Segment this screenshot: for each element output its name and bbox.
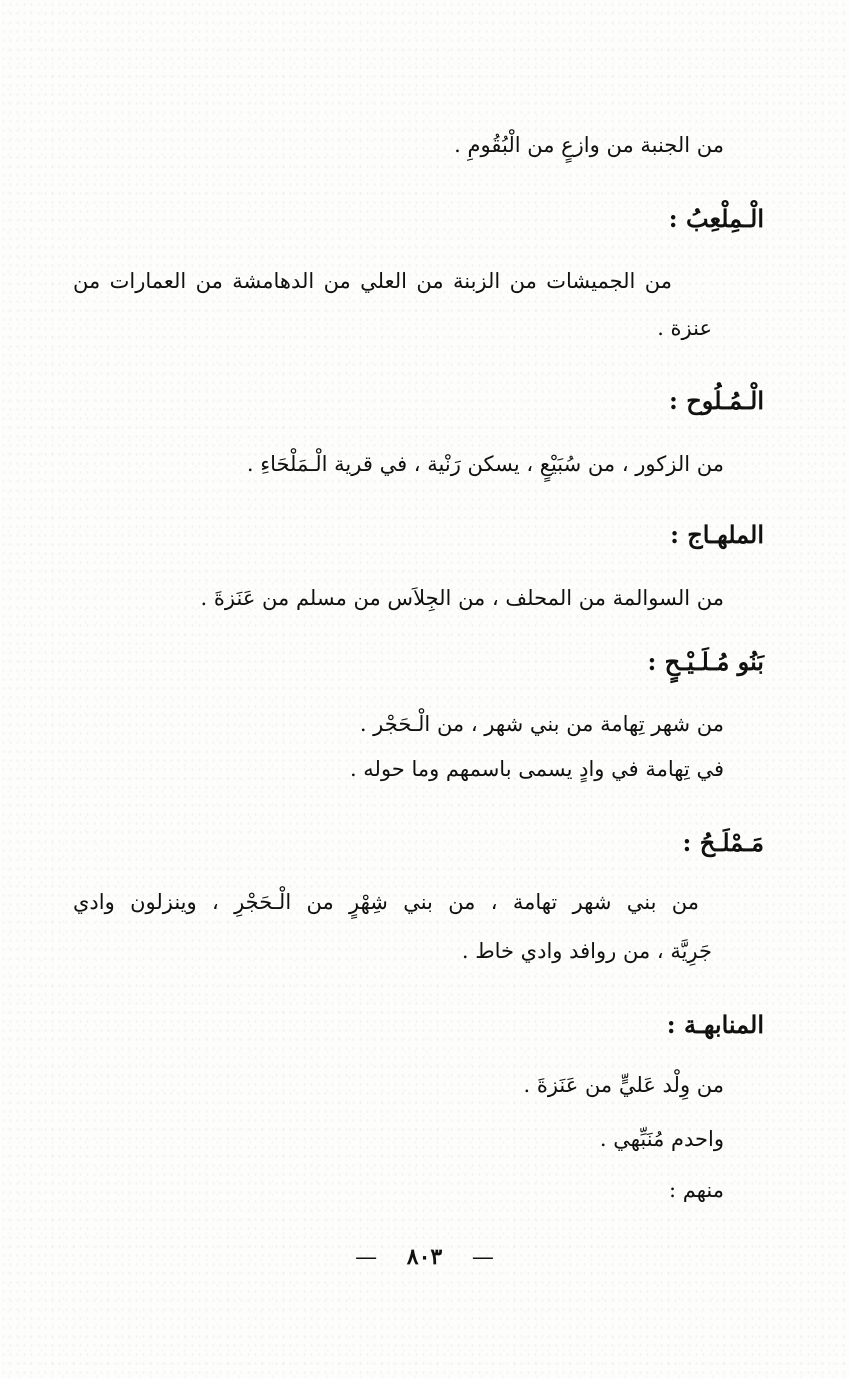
entry-heading: مَـمْلَـحُ : [682,828,764,857]
entry-line: من السوالمة من المحلف ، من الجِلاَس من مسلم من عَنَزةَ . [200,586,724,610]
entry-line: من بني شهر تهامة ، من بني شِهْرٍ من الْـحَجْرِ ، وينزلون وادي [73,890,699,914]
entry-heading: الملهـاج : [670,520,764,549]
entry-heading: المنابهـة : [666,1010,764,1039]
folio-dash-right: — [471,1245,494,1270]
entry-line: جَرِيَّة ، من روافد وادي خاط . [461,939,712,963]
entry-line: من الجميشات من الزبنة من العلي من الدهامشة من العمارات من [73,269,672,293]
entry-line: من شهر تِهامة من بني شهر ، من الْـحَجْر . [359,712,724,736]
entry-line: من الجنبة من وازعٍ من الْبُقُومِ . [454,133,724,157]
entry-line: في تِهامة في وادٍ يسمى باسمهم وما حوله . [349,757,724,781]
page-number [0,1244,849,1270]
folio-dash-left: — [355,1245,378,1270]
entry-heading: الْـمِلْعِبُ : [668,204,764,233]
entry-line: من وِلْد عَليٍّ من عَنَزةَ . [523,1073,724,1097]
entry-line: من الزكور ، من سُبَيْعٍ ، يسكن رَنْية ، في قرية الْـمَلْحَاءِ . [246,452,724,476]
entry-line: عنزة . [657,316,712,340]
entry-heading: الْـمُـلُوح : [669,386,764,415]
entry-heading: بَنُو مُـلَـيْـحٍ : [647,647,764,676]
entry-line: منهم : [669,1178,724,1202]
entry-line: واحدم مُنَبِّهي . [599,1127,724,1151]
page-number-value: ٨٠٣ [406,1244,443,1270]
